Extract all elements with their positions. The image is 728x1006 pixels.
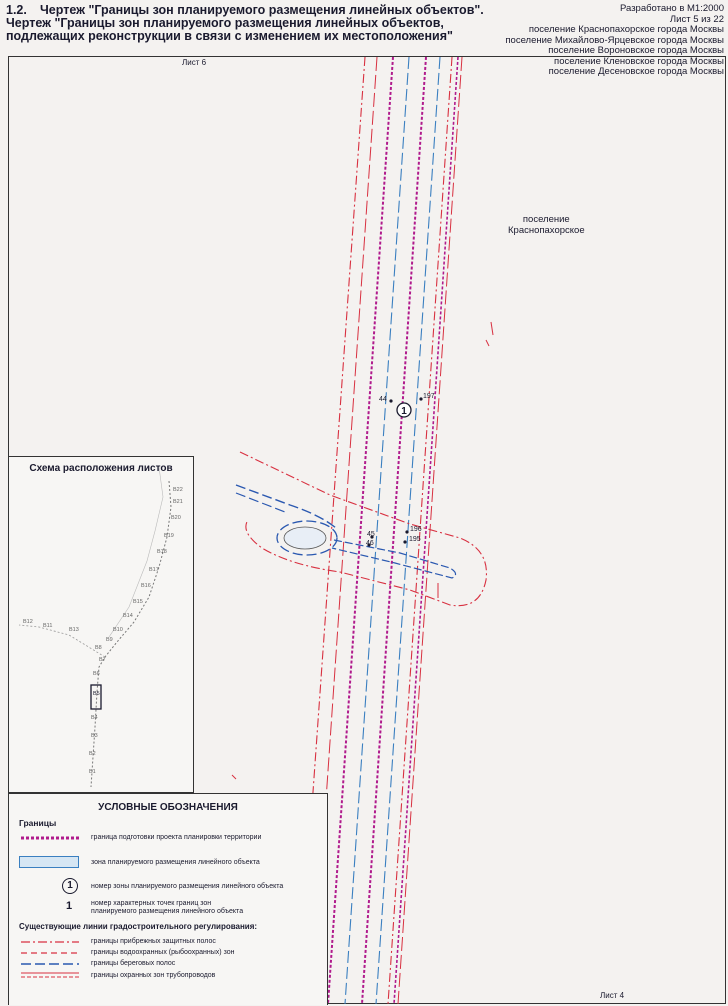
title-line-3: подлежащих реконструкции в связи с изменением их местоположения" (6, 29, 453, 43)
sheet-label: В19 (164, 533, 174, 539)
scale-note: Разработано в М1:2000 (620, 3, 724, 14)
sheet-label: В8 (95, 645, 102, 651)
branch-line (19, 625, 105, 657)
map-mark (491, 322, 493, 335)
point-44-marker (389, 399, 392, 402)
legend-existing-heading: Существующие линии градостроительного регулирования: (19, 922, 258, 931)
pond (284, 527, 326, 549)
legend-zone-number-label: номер зоны планируемого размещения линейного объекта (91, 883, 284, 890)
settlement-name: Краснопахорское (508, 225, 585, 236)
legend-coastal-symbol (19, 938, 81, 946)
legend-pipeline-label: границы охранных зон трубопроводов (91, 972, 216, 979)
legend-title: УСЛОВНЫЕ ОБОЗНАЧЕНИЯ (98, 802, 238, 813)
legend (8, 793, 328, 1005)
stream-zone (332, 540, 456, 578)
sheet-label: В15 (133, 599, 143, 605)
settlement-3: поселение Вороновское города Москвы (548, 45, 724, 56)
title-line-2: Чертеж "Границы зон планируемого размещения линейных объектов, (6, 16, 444, 30)
sheet-label: В10 (113, 627, 123, 633)
point-44-label: 44 (379, 396, 387, 403)
map-mark (486, 340, 489, 346)
point-46-label: 46 (366, 540, 374, 547)
point-196-marker (405, 530, 408, 533)
sheet-ref-bottom: Лист 4 (600, 991, 625, 1000)
point-195-label: 195 (409, 536, 421, 543)
pipeline-protection-zone (240, 452, 486, 606)
settlement-label (508, 214, 585, 236)
legend-point-number-label: номер характерных точек границ зон планируемого размещения линейного объекта (91, 900, 244, 915)
sheet-ref-top: Лист 6 (182, 58, 207, 67)
current-sheet-label: В5 (93, 691, 100, 697)
sheet-label: В21 (173, 499, 183, 505)
sheet-label: В1 (89, 769, 96, 775)
project-boundary-outer (394, 57, 458, 1004)
map-mark (232, 775, 236, 779)
legend-zone-label: зона планируемого размещения линейного объекта (91, 859, 260, 866)
point-196-label: 196 (410, 526, 422, 533)
legend-zone-symbol (19, 856, 79, 868)
current-sheet-frame (91, 685, 101, 709)
legend-shore-label: границы береговых полос (91, 960, 176, 967)
route-line (91, 481, 171, 787)
sheet-label: В17 (149, 567, 159, 573)
sheet-counter: Лист 5 из 22 (669, 13, 724, 25)
sheet-label: В20 (171, 515, 181, 521)
sheet-label: В11 (43, 623, 53, 629)
sheet-label: В6 (93, 671, 100, 677)
legend-boundary-label: граница подготовки проекта планировки территории (91, 834, 262, 841)
water-protection-line-2 (236, 493, 285, 512)
sheet-label: В2 (89, 751, 96, 757)
sheet-label: В7 (99, 657, 106, 663)
sheet-layout-inset (8, 456, 194, 793)
legend-water-zone-label: границы водоохранных (рыбоохранных) зон (91, 949, 235, 956)
sheet-label: В22 (173, 487, 183, 493)
sheet-label: В14 (123, 613, 133, 619)
sheet-label: В13 (69, 627, 79, 633)
point-197-label: 197 (423, 393, 435, 400)
sheet-label: В9 (106, 637, 113, 643)
settlement-2: поселение Михайлово-Ярцевское города Москвы (505, 34, 724, 46)
legend-coastal-label: границы прибрежных защитных полос (91, 938, 216, 945)
sheet-label: В4 (91, 715, 98, 721)
legend-shore-symbol (19, 960, 81, 968)
sheet-label: В18 (157, 549, 167, 555)
legend-boundary-symbol (19, 834, 81, 842)
contour-line (109, 467, 163, 637)
legend-pipeline-symbol (19, 970, 81, 980)
settlement-4: поселение Кленовское города Москвы (554, 55, 724, 67)
legend-water-zone-symbol (19, 949, 81, 957)
sheet-label: В3 (91, 733, 98, 739)
legend-boundaries-heading: Границы (19, 818, 57, 828)
water-protection-line (236, 485, 336, 528)
settlement-1: поселение Краснопахорское города Москвы (528, 24, 724, 35)
zone-number-text: 1 (401, 406, 407, 417)
project-boundary-left (328, 57, 393, 1004)
point-195-marker (403, 540, 406, 543)
sheet-label: В12 (23, 619, 33, 625)
sheet-label: В16 (141, 583, 151, 589)
settlement-5: поселение Десеновское города Москвы (548, 66, 724, 77)
inset-map (9, 457, 195, 794)
legend-zone-number-symbol: 1 (62, 878, 78, 894)
title-line-1: Чертеж "Границы зон планируемого размещения линейных объектов". (40, 3, 484, 17)
section-number: 1.2. (6, 3, 27, 17)
inset-title: Схема расположения листов (29, 463, 173, 474)
settlement-word: поселение (522, 214, 570, 225)
point-45-label: 45 (367, 531, 375, 538)
legend-point-number-symbol: 1 (66, 900, 73, 912)
